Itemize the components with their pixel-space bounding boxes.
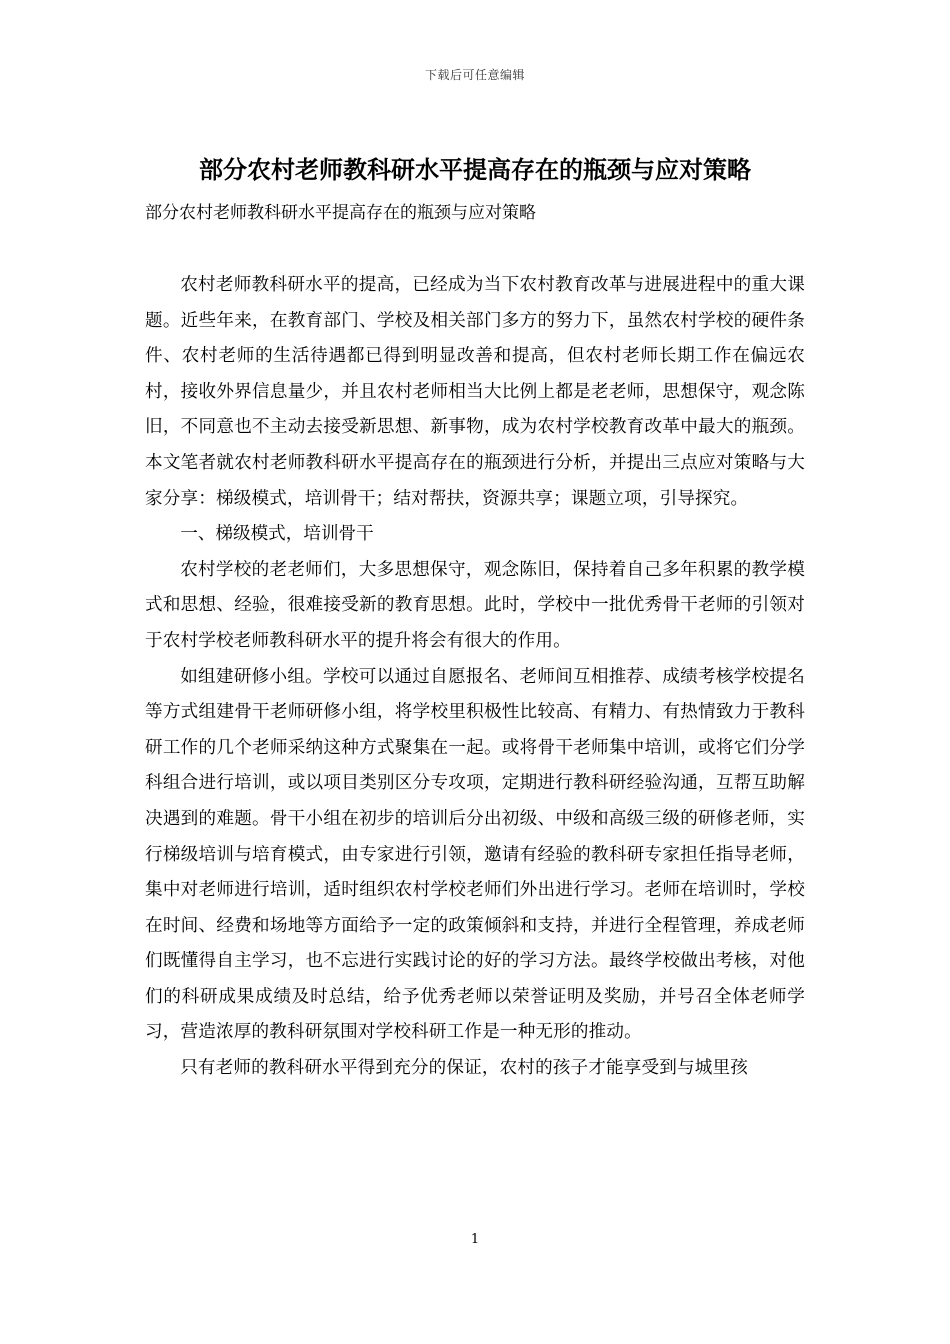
paragraph-study-group: 如组建研修小组。学校可以通过自愿报名、老师间互相推荐、成绩考核学校提名等方式组建骨干老师研修小组，将学校里积极性比较高、有精力、有热情致力于教科研工作的几个老师采纳这种方式聚集在一起。或将骨干老师集中培训，或将它们分学科组合进行培训，或以项目类别区分专攻项，定期进行教科研经验沟通，互帮互助解决遇到的难题。骨干小组在初步的培训后分出初级、中级和高级三级的研修老师，实行梯级培训与培育模式，由专家进行引领，邀请有经验的教科研专家担任指导老师，集中对老师进行培训，适时组织农村学校老师们外出进行学习。老师在培训时，学校在时间、经费和场地等方面给予一定的政策倾斜和支持，并进行全程管理，养成老师们既懂得自主学习，也不忘进行实践讨论的好的学习方法。最终学校做出考核，对他们的科研成果成绩及时总结，给予优秀老师以荣誉证明及奖励，并号召全体老师学习，营造浓厚的教科研氛围对学校科研工作是一种无形的推动。 bbox=[145, 666, 805, 1043]
document-body bbox=[145, 268, 805, 1087]
paragraph-intro: 农村老师教科研水平的提高，已经成为当下农村教育改革与进展进程中的重大课题。近些年来，在教育部门、学校及相关部门多方的努力下，虽然农村学校的硬件条件、农村老师的生活待遇都已得到明显改善和提高，但农村老师长期工作在偏远农村，接收外界信息量少，并且农村老师相当大比例上都是老老师，思想保守，观念陈旧，不同意也不主动去接受新思想、新事物，成为农村学校教育改革中最大的瓶颈。本文笔者就农村老师教科研水平提高存在的瓶颈进行分析，并提出三点应对策略与大家分享：梯级模式，培训骨干；结对帮扶，资源共享；课题立项，引导探究。 bbox=[145, 275, 805, 509]
header-note: 下载后可任意编辑 bbox=[424, 68, 525, 82]
page-number: 1 bbox=[470, 1232, 480, 1247]
paragraph-background: 农村学校的老老师们，大多思想保守，观念陈旧，保持着自己多年积累的教学模式和思想、经验，很难接受新的教育思想。此时，学校中一批优秀骨干老师的引领对于农村学校老师教科研水平的提升将会有很大的作用。 bbox=[145, 559, 805, 651]
section-heading-1: 一、梯级模式，培训骨干 bbox=[180, 524, 374, 545]
document-title: 部分农村老师教科研水平提高存在的瓶颈与应对策略 bbox=[199, 155, 751, 184]
paragraph-conclusion-start: 只有老师的教科研水平得到充分的保证，农村的孩子才能享受到与城里孩 bbox=[180, 1058, 748, 1079]
document-subtitle: 部分农村老师教科研水平提高存在的瓶颈与应对策略 bbox=[145, 203, 536, 223]
